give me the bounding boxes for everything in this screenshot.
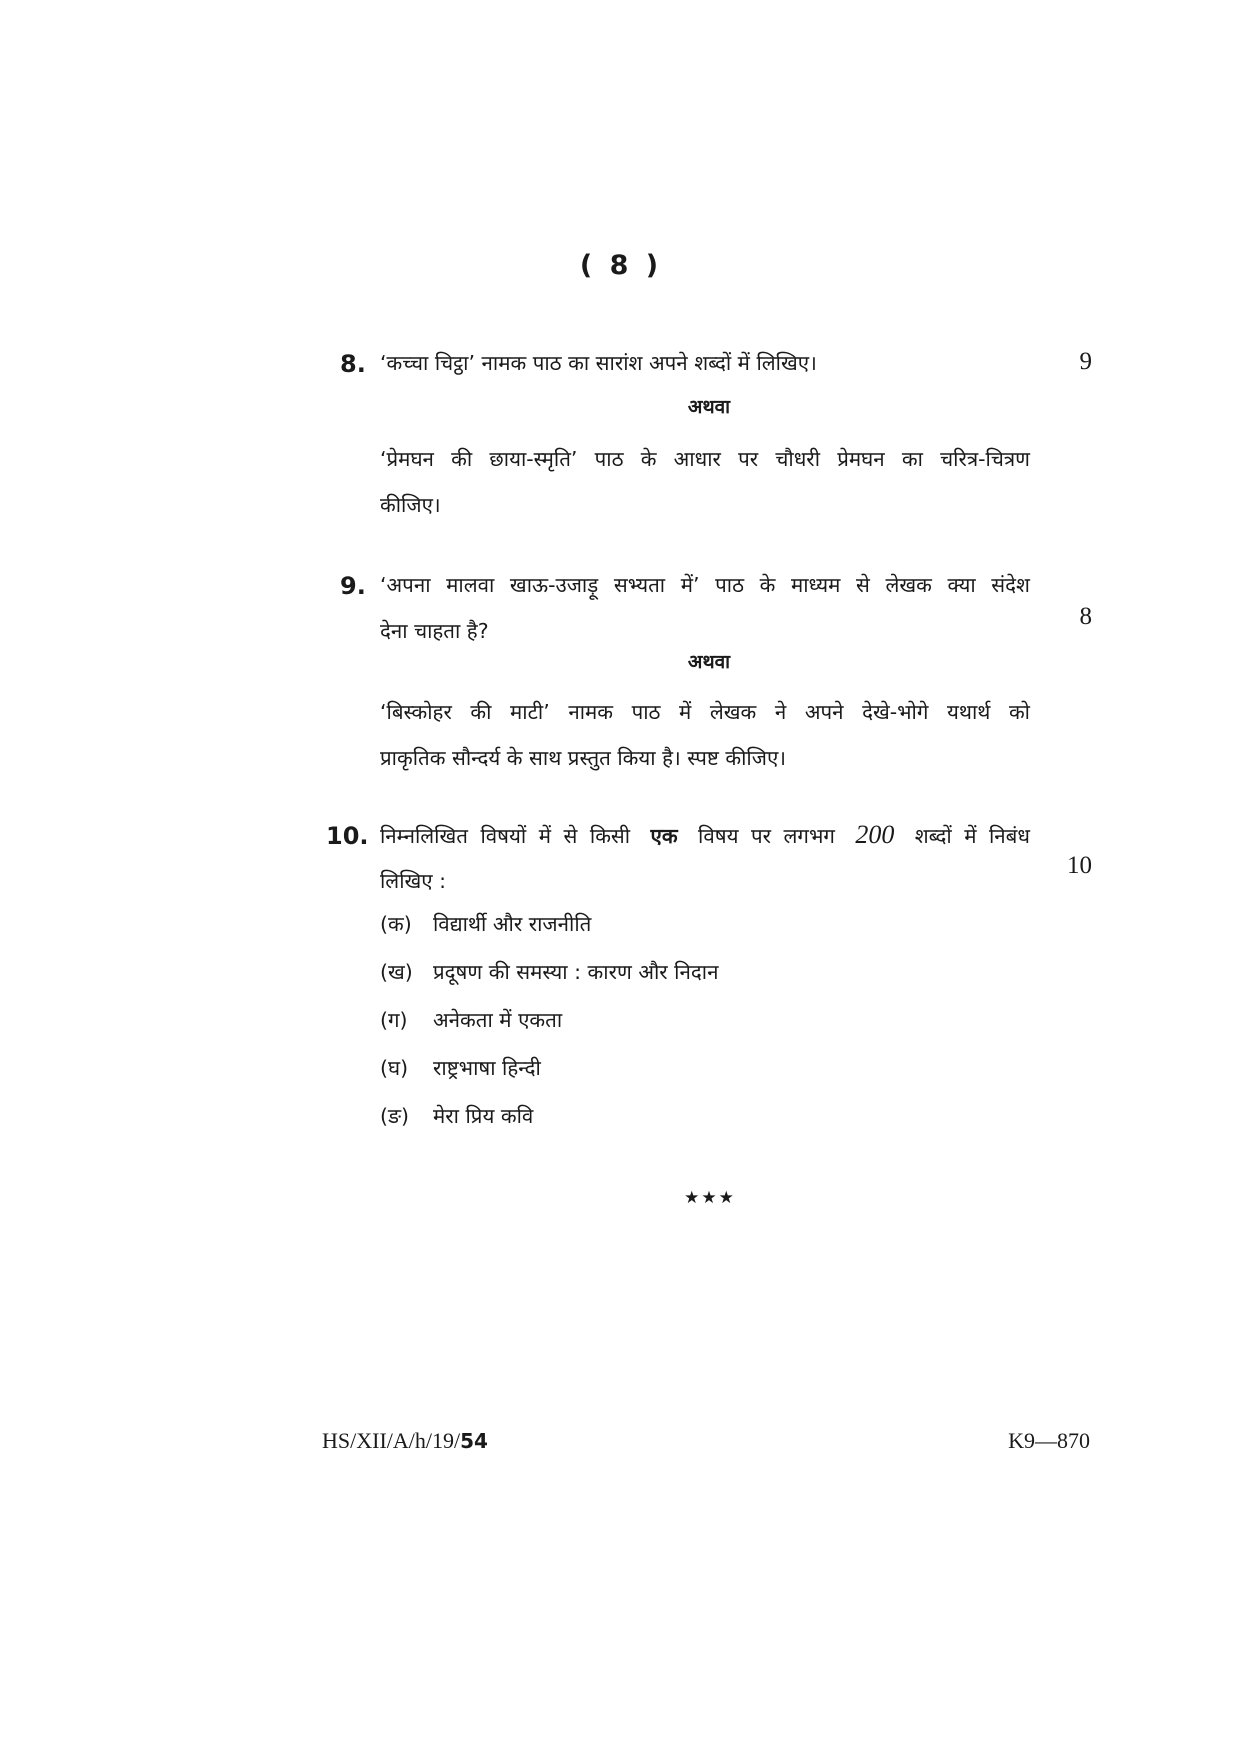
option-ka-text: विद्यार्थी और राजनीति	[433, 912, 592, 936]
question-number-9: 9.	[340, 572, 366, 600]
question-8-marks: 9	[1079, 348, 1092, 375]
question-10-marks: 10	[1067, 852, 1092, 879]
question-9-marks: 8	[1079, 603, 1092, 630]
option-nga-label: (ङ)	[380, 1104, 410, 1128]
question-10-line-1	[380, 812, 1030, 859]
option-kha-label: (ख)	[380, 960, 413, 984]
option-ga-text: अनेकता में एकता	[433, 1008, 563, 1032]
option-gha-label: (घ)	[380, 1056, 409, 1080]
question-9-or-label: अथवा	[687, 651, 731, 673]
option-kha-text: प्रदूषण की समस्या : कारण और निदान	[433, 960, 719, 984]
question-9-line-2: देना चाहता है?	[380, 619, 489, 643]
footer-code-number: 54	[460, 1429, 488, 1453]
option-gha-text: राष्ट्रभाषा हिन्दी	[433, 1056, 541, 1080]
footer-code-prefix: HS/XII/A/h/19/	[322, 1428, 461, 1453]
page-number: ( 8 )	[579, 250, 663, 281]
option-ga-label: (ग)	[380, 1008, 408, 1032]
option-ka-label: (क)	[380, 912, 412, 936]
question-8-text: ‘कच्चा चिट्ठा’ नामक पाठ का सारांश अपने शब्दों में लिखिए।	[380, 351, 817, 375]
question-10-line-2: लिखिए :	[380, 869, 447, 893]
question-10-word-count: 200	[855, 820, 895, 849]
option-nga-text: मेरा प्रिय कवि	[433, 1104, 534, 1128]
footer-paper-code	[322, 1428, 488, 1454]
question-10-text-part3: शब्दों में निबंध	[914, 824, 1030, 848]
question-8-alt-line-1: ‘प्रेमघन की छाया-स्मृति’ पाठ के आधार पर चौधरी प्रेमघन का चरित्र-चित्रण	[380, 447, 1030, 471]
question-8-or-label: अथवा	[687, 396, 731, 418]
end-marker-stars: ★★★	[684, 1188, 736, 1208]
question-9-alt-line-2: प्राकृतिक सौन्दर्य के साथ प्रस्तुत किया है। स्पष्ट कीजिए।	[380, 746, 787, 770]
question-10-text-part1: निम्नलिखित विषयों में से किसी	[380, 824, 631, 848]
question-8-alt-line-2: कीजिए।	[380, 493, 441, 517]
question-9-alt-line-1: ‘बिस्कोहर की माटी’ नामक पाठ में लेखक ने अपने देखे-भोगे यथार्थ को	[380, 700, 1030, 724]
question-number-10: 10.	[326, 822, 369, 850]
question-number-8: 8.	[340, 350, 366, 378]
question-10-text-part2: विषय पर लगभग	[698, 824, 835, 848]
question-9-line-1: ‘अपना मालवा खाऊ-उजाड़ू सभ्यता में’ पाठ के माध्यम से लेखक क्या संदेश	[380, 573, 1030, 597]
footer-print-code: K9—870	[1008, 1428, 1090, 1453]
question-10-emphasis: एक	[650, 824, 678, 848]
